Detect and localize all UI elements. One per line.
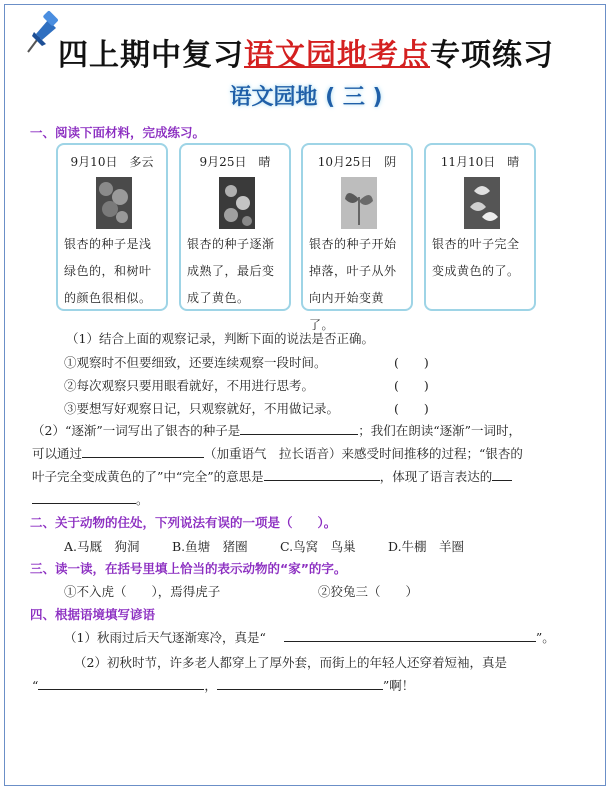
s3-item-2[interactable]: ②狡兔三（ ） [318,584,419,599]
answer-paren[interactable]: ( ) [394,401,429,416]
ginkgo-photo-2 [219,177,255,229]
card-date: 10月25日 阴 [317,155,397,169]
q2-line-4: 。 [32,490,149,508]
ginkgo-photo-3 [341,177,377,229]
answer-blank[interactable] [264,467,380,481]
q2-line-1: （2）“逐渐”一词写出了银杏的种子是 ；我们在朗读“逐渐”一词时， [32,423,522,438]
q1-item-2: ②每次观察只要用眼看就好，不用进行思考。 [64,378,315,393]
s3-item-1[interactable]: ①不入虎（ ），焉得虎子 [64,584,221,599]
section3-heading: 三、读一读，在括号里填上恰当的表示动物的“家”的字。 [30,561,347,576]
option-c[interactable]: C.鸟窝 鸟巢 [280,539,356,554]
answer-blank[interactable] [82,444,204,458]
observation-card-1 [56,143,168,311]
q2-line-2: 可以通过 （加重语气 拉长语音）来感受时间推移的过程；“银杏的 [32,446,523,461]
card-text: 银杏的种子是浅绿色的，和树叶的颜色很相似。 [64,237,152,305]
answer-blank[interactable] [284,628,536,642]
option-b[interactable]: B.鱼塘 猪圈 [172,539,248,554]
card-text: 银杏的种子开始掉落，叶子从外向内开始变黄了。 [309,237,397,332]
section2-heading: 二、关于动物的住处，下列说法有误的一项是（ ）。 [30,515,337,530]
observation-card-2 [179,143,291,311]
q1-intro: （1）结合上面的观察记录，判断下面的说法是否正确。 [66,331,374,346]
answer-blank[interactable] [217,676,383,690]
q1-item-3: ③要想写好观察日记，只观察就好，不用做记录。 [64,401,340,416]
ginkgo-photo-1 [96,177,132,229]
card-text: 银杏的种子逐渐成熟了，最后变成了黄色。 [187,237,275,305]
observation-card-3 [301,143,413,332]
option-d[interactable]: D.牛棚 羊圈 [388,539,465,554]
ginkgo-photo-4 [464,177,500,229]
page-title: 四上期中复习语文园地考点专项练习 [58,38,554,73]
card-date: 9月25日 晴 [199,155,271,169]
title-highlight: 语文园地考点 [244,38,430,73]
answer-blank[interactable] [38,676,204,690]
card-text: 银杏的叶子完全变成黄色的了。 [432,237,520,278]
card-date: 9月10日 多云 [70,155,154,169]
answer-blank[interactable] [240,421,358,435]
answer-blank[interactable] [492,467,512,481]
page-subtitle: 语文园地 ( 三 ) [229,85,383,110]
answer-paren[interactable]: ( ) [394,355,429,370]
answer-blank[interactable] [32,490,136,504]
s4-q2: （2）初秋时节，许多老人都穿上了厚外套，而街上的年轻人还穿着短袖，真是 [74,655,507,670]
q2-line-3: 叶子完全变成黄色的了”中“完全”的意思是 ，体现了语言表达的 [32,467,512,485]
answer-paren[interactable]: ( ) [394,378,429,393]
section1-heading: 一、阅读下面材料，完成练习。 [30,125,206,140]
option-a[interactable]: A.马厩 狗洞 [64,539,140,554]
section4-heading: 四、根据语境填写谚语 [30,607,156,622]
q1-item-1: ①观察时不但要细致，还要连续观察一段时间。 [64,355,327,370]
card-date: 11月10日 晴 [440,155,520,169]
observation-card-4 [424,143,536,311]
s4-q1: （1）秋雨过后天气逐渐寒冷，真是“ ”。 [64,630,555,645]
s4-q2-answer: “ ， ”啊！ [32,678,415,693]
